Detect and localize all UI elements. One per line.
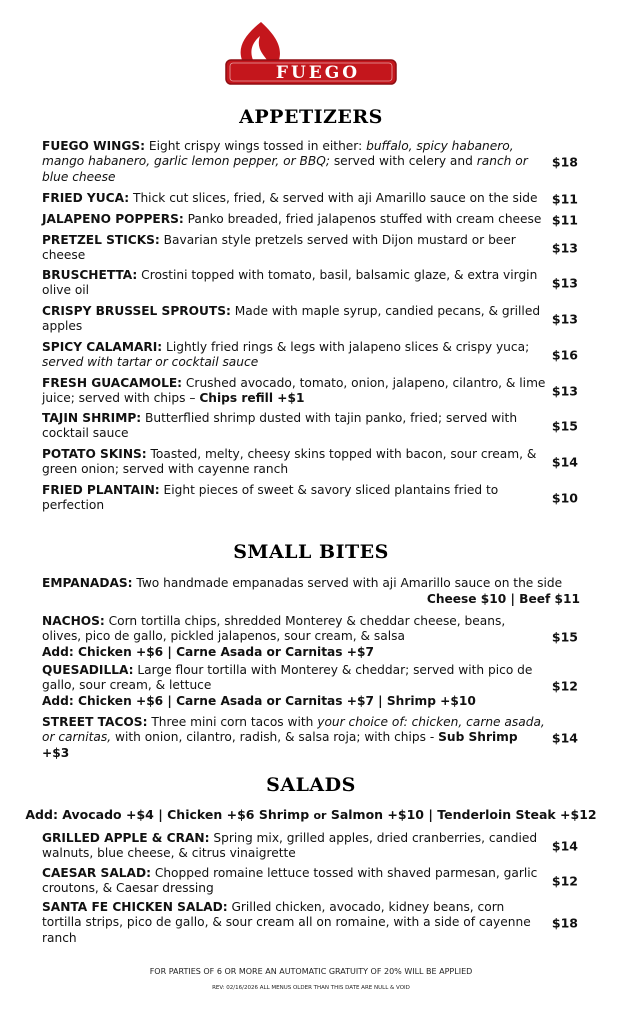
menu-item-nachos: NACHOS: Corn tortilla chips, shredded Monterey & cheddar cheese, beans, olives, pico de gallo, pickled jalapenos, sour cream, & salsa Add: Chicken +$6 | Carne Asada or Carnitas +$7 $15 (42, 614, 582, 660)
menu-item-crispy-brussel-sprouts: CRISPY BRUSSEL SPROUTS: Made with maple syrup, candied pecans, & grilled apples $13 (42, 304, 578, 334)
menu-item-fried-yuca: FRIED YUCA: Thick cut slices, fried, & served with aji Amarillo sauce on the side $11 (42, 191, 578, 206)
menu-item-potato-skins: POTATO SKINS: Toasted, melty, cheesy skins topped with bacon, sour cream, & green onion; served with cayenne ranch $14 (42, 447, 578, 477)
menu-item-santa-fe-chicken-salad: SANTA FE CHICKEN SALAD: Grilled chicken, avocado, kidney beans, corn tortilla strips, pico de gallo, & sour cream all on romaine, with a side of cayenne ranch $18 (42, 900, 578, 945)
item-price: $11 (551, 191, 578, 206)
item-price: $14 (551, 454, 578, 470)
gratuity-notice: FOR PARTIES OF 6 OR MORE AN AUTOMATIC GRATUITY OF 20% WILL BE APPLIED (149, 967, 473, 976)
menu-item-tajin-shrimp: TAJIN SHRIMP: Butterflied shrimp dusted with tajin panko, fried; served with cocktail sauce $15 (42, 411, 578, 441)
item-price: $15 (551, 418, 578, 434)
item-price: $14 (551, 838, 578, 854)
menu-item-fuego-wings: FUEGO WINGS: Eight crispy wings tossed in either: buffalo, spicy habanero, mango habanero, garlic lemon pepper, or BBQ; served with celery and ranch or blue cheese $18 (42, 139, 578, 184)
item-price: $11 (551, 212, 578, 227)
item-price: $12 (551, 873, 578, 889)
item-price: $13 (551, 275, 578, 291)
menu-item-fried-plantain: FRIED PLANTAIN: Eight pieces of sweet & savory sliced plantains fried to perfection $10 (42, 483, 578, 513)
flame-icon (241, 22, 280, 60)
quesadilla-addons: Add: Chicken +$6 | Carne Asada or Carnitas +$7 | Shrimp +$10 (42, 693, 476, 708)
item-price: $18 (551, 154, 578, 170)
menu-item-street-tacos: STREET TACOS: Three mini corn tacos with your choice of: chicken, carne asada, or carnitas, with onion, cilantro, radish, & salsa roja; with chips - Sub Shrimp +$3 $14 (42, 715, 578, 760)
item-price: $14 (551, 730, 578, 746)
item-price: $16 (551, 347, 578, 363)
item-price: $13 (551, 240, 578, 256)
menu-item-pretzel-sticks: PRETZEL STICKS: Bavarian style pretzels served with Dijon mustard or beer cheese $13 (42, 233, 578, 263)
nachos-addons: Add: Chicken +$6 | Carne Asada or Carnitas +$7 (42, 644, 374, 659)
salad-addons: Add: Avocado +$4 | Chicken +$6 Shrimp or Salmon +$10 | Tenderloin Steak +$12 (25, 807, 597, 822)
empanadas-prices: Cheese $10 | Beef $11 (426, 592, 580, 606)
item-price: $15 (551, 629, 578, 645)
menu-item-empanadas: EMPANADAS: Two handmade empanadas served with aji Amarillo sauce on the side (42, 576, 563, 590)
item-price: $12 (551, 678, 578, 694)
revision-notice: REV: 02/16/2026 ALL MENUS OLDER THAN THIS DATE ARE NULL & VOID (212, 985, 410, 991)
section-title-salads: SALADS (266, 774, 356, 796)
menu-item-jalapeno-poppers: JALAPENO POPPERS: Panko breaded, fried jalapenos stuffed with cream cheese $11 (42, 212, 578, 227)
item-price: $13 (551, 383, 578, 399)
menu-item-caesar-salad: CAESAR SALAD: Chopped romaine lettuce tossed with shaved parmesan, garlic croutons, & Caesar dressing $12 (42, 866, 578, 896)
section-title-appetizers: APPETIZERS (239, 106, 383, 128)
item-price: $10 (551, 490, 578, 506)
menu-item-bruschetta: BRUSCHETTA: Crostini topped with tomato, basil, balsamic glaze, & extra virgin olive oil $13 (42, 268, 578, 298)
section-title-small-bites: SMALL BITES (233, 541, 389, 563)
item-price: $13 (551, 311, 578, 327)
menu-item-grilled-apple-cran: GRILLED APPLE & CRAN: Spring mix, grilled apples, dried cranberries, candied walnuts, blue cheese, & citrus vinaigrette $14 (42, 831, 578, 861)
logo-wordmark: FUEGO (275, 63, 361, 83)
menu-item-fresh-guacamole: FRESH GUACAMOLE: Crushed avocado, tomato, onion, jalapeno, cilantro, & lime juice; served with chips – Chips refill +$1 $13 (42, 376, 578, 406)
menu-item-quesadilla: QUESADILLA: Large flour tortilla with Monterey & cheddar; served with pico de gallo, sour cream, & lettuce Add: Chicken +$6 | Carne Asada or Carnitas +$7 | Shrimp +$10 $12 (42, 663, 582, 709)
fuego-logo (222, 20, 400, 86)
item-price: $18 (551, 915, 578, 931)
menu-item-spicy-calamari: SPICY CALAMARI: Lightly fried rings & legs with jalapeno slices & crispy yuca; served with tartar or cocktail sauce $16 (42, 340, 578, 370)
